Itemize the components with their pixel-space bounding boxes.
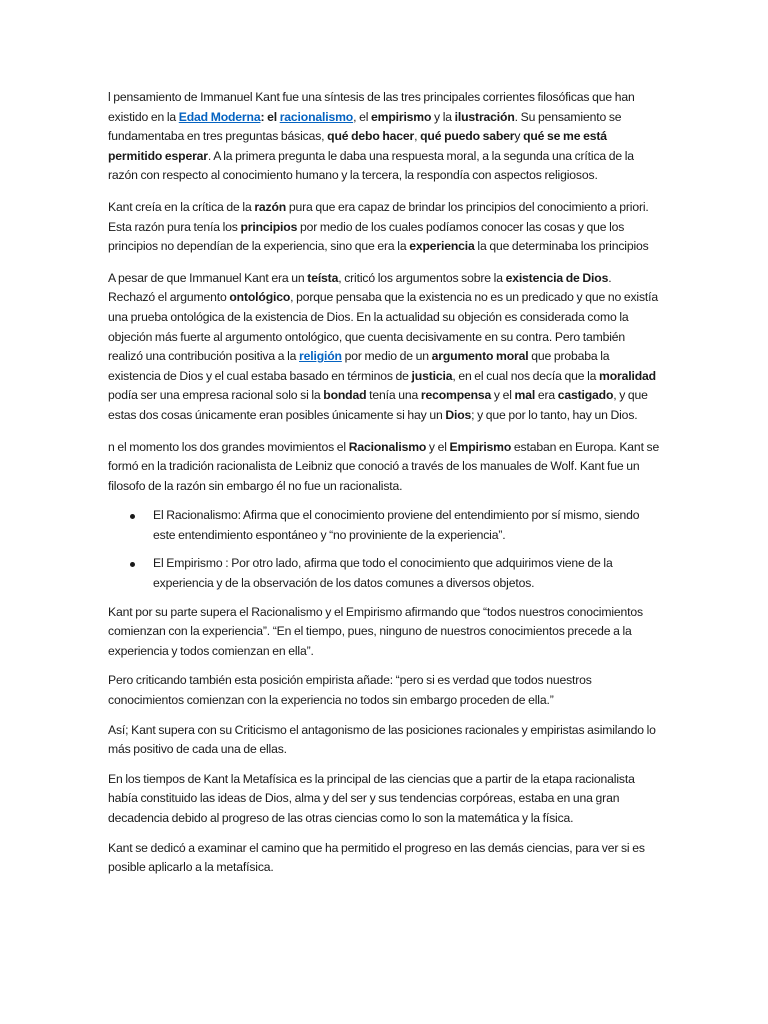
text: l pensamiento de Immanuel Kant fue una síntesis de las tres principales corrientes filosóficas que han existido en la: [108, 90, 635, 124]
link-edad-moderna[interactable]: Edad Moderna: [178, 109, 261, 124]
bold-text: Racionalismo: [348, 439, 427, 454]
bold-text: principios: [240, 219, 298, 234]
bold-text: empirismo: [371, 109, 432, 124]
bold-text: experiencia: [409, 239, 475, 254]
text: , el: [353, 109, 371, 124]
bold-text: teísta: [307, 270, 339, 285]
paragraph-kant-supera: Kant por su parte supera el Racionalismo y el Empirismo afirmando que “todos nuestros conocimientos comienzan con la experiencia”. “En el tiempo, pues, ninguno de nuestros conocimientos precede a la experiencia y todos comienzan en ella”.: [108, 604, 643, 658]
text: por medio de un: [341, 349, 432, 364]
paragraph-existencia-dios: [108, 269, 660, 426]
text: , y que estas dos cosas únicamente eran posibles únicamente si hay un: [108, 388, 648, 422]
bold-text: argumento moral: [431, 349, 529, 364]
bold-text: Empirismo: [449, 439, 512, 454]
bold-text: qué debo hacer: [327, 129, 415, 144]
paragraph-criticismo: Así; Kant supera con su Criticismo el antagonismo de las posiciones racionales y empiristas asimilando lo más positivo de cada una de ellas.: [108, 722, 656, 757]
text: A pesar de que Immanuel Kant era un: [108, 270, 308, 285]
text: n el momento los dos grandes movimientos el: [108, 439, 349, 454]
bold-text: recompensa: [420, 388, 492, 403]
text: por medio de los cuales podíamos conocer las cosas y que los principios no dependían de la experiencia, sino que era la: [108, 219, 625, 254]
text: , porque pensaba que la existencia no es un predicado y que no existía una prueba ontológica de la existencia de Dios. En la actualidad su objeción es considerada como la objeción más fuerte al argumento ontológico, que cuenta decisivamente en su contra. Pero también realizó una contribución positiva a la: [108, 290, 659, 364]
text: , en el cual nos decía que la: [452, 368, 600, 383]
bold-text: mal: [514, 388, 536, 403]
text: . A la primera pregunta le daba una respuesta moral, a la segunda una crítica de la razón con respecto al conocimiento humano y la tercera, la respondía con aspectos religiosos.: [108, 148, 634, 183]
link-racionalismo[interactable]: racionalismo: [279, 109, 354, 124]
paragraph-criticando: Pero criticando también esta posición empirista añade: “pero si es verdad que todos nuestros conocimientos comienzan con la experiencia no todos sin embargo proceden de ella.”: [108, 673, 592, 708]
text: que probaba la existencia de Dios y el cual estaba basado en términos de: [108, 349, 610, 383]
bold-text: qué puedo saber: [420, 129, 515, 144]
bold-text: moralidad: [599, 368, 656, 383]
bold-text: qué se me está permitido esperar: [108, 129, 607, 163]
text: : el: [260, 109, 280, 124]
text: y la: [431, 109, 455, 124]
bullet-icon: [130, 514, 135, 519]
text: ,: [414, 129, 421, 144]
text: y el: [426, 439, 450, 454]
paragraph-movimientos: [108, 438, 660, 497]
text: tenía una: [366, 388, 421, 403]
list-item: [108, 554, 660, 593]
text: , criticó los argumentos sobre la: [338, 270, 506, 285]
link-religion[interactable]: religión: [299, 349, 342, 364]
bold-text: justicia: [411, 368, 453, 383]
text: . Rechazó el argumento: [108, 270, 612, 305]
document-body: [108, 88, 660, 888]
text: . Su pensamiento se fundamentaba en tres preguntas básicas,: [108, 109, 622, 144]
text: podía ser una empresa racional solo si la: [108, 388, 324, 403]
text: y: [514, 129, 524, 144]
paragraph-kant-synthesis: [108, 88, 660, 186]
bold-text: ontológico: [229, 290, 291, 305]
list-item-text: El Racionalismo: Afirma que el conocimiento proviene del entendimiento por sí mismo, siendo este entendimiento espontáneo y “no proviniente de la experiencia”.: [153, 508, 640, 542]
bold-text: ilustración: [454, 109, 515, 124]
bold-text: razón: [254, 199, 287, 214]
list-item-text: El Empirismo : Por otro lado, afirma que todo el conocimiento que adquirimos viene de la experiencia y de la observación de los datos comunes a diversos objetos.: [153, 556, 613, 591]
bold-text: bondad: [323, 388, 367, 403]
bold-text: castigado: [557, 388, 614, 403]
text: y el: [491, 388, 515, 403]
bold-text: Dios: [445, 407, 472, 422]
bullet-icon: [130, 562, 135, 567]
paragraph-critica-razon: [108, 198, 660, 257]
list-item: [108, 506, 660, 545]
bullet-list: [108, 506, 660, 593]
paragraph-camino: Kant se dedicó a examinar el camino que ha permitido el progreso en las demás ciencias, para ver si es posible aplicarlo a la metafísica.: [108, 840, 645, 875]
text: ; y que por lo tanto, hay un Dios.: [471, 407, 638, 422]
bold-text: existencia de Dios: [505, 270, 609, 285]
text: la que determinaba los principios: [474, 239, 649, 254]
text: era: [535, 388, 558, 403]
paragraph-metafisica: En los tiempos de Kant la Metafísica es la principal de las ciencias que a partir de la etapa racionalista había constituido las ideas de Dios, alma y del ser y sus tendencias corpóreas, estaba en una gran decadencia debido al progreso de las otras ciencias como lo son la matemática y la física.: [108, 771, 635, 825]
text: Kant creía en la crítica de la: [108, 199, 255, 214]
text: pura que era capaz de brindar los principios del conocimiento a priori. Esta razón pura tenía los: [108, 199, 649, 234]
text: estaban en Europa. Kant se formó en la tradición racionalista de Leibniz que conoció a través de los manuales de Wolf. Kant fue un filosofo de la razón sin embargo él no fue un racionalista.: [108, 439, 660, 493]
